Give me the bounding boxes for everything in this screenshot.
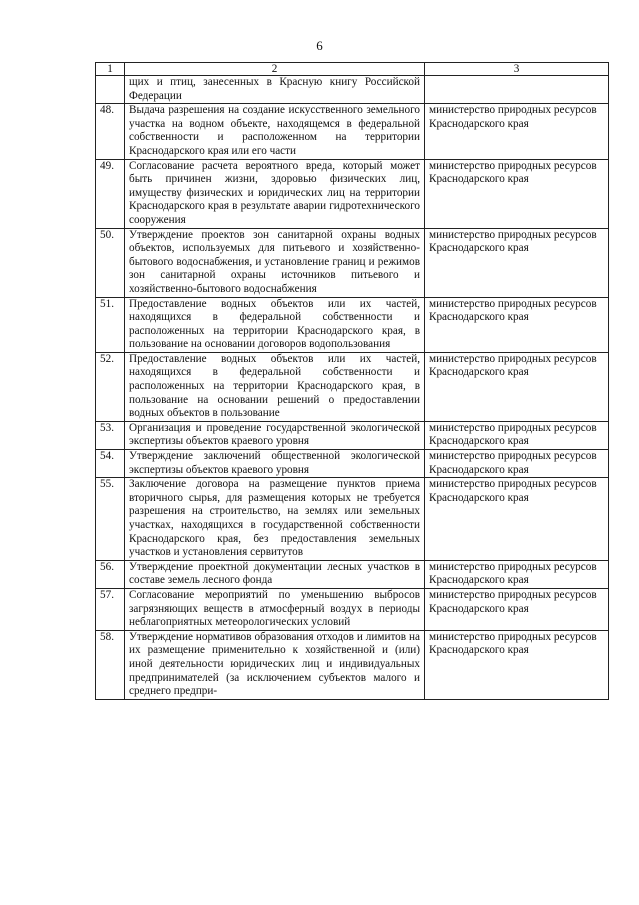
row-number: 58.	[96, 630, 125, 699]
row-number: 51.	[96, 297, 125, 352]
service-description: Организация и проведение государственной экологической экспертизы объектов краевого уровня	[125, 421, 425, 449]
table-row	[96, 159, 609, 228]
responsible-authority: министерство природных ресурсов Краснодарского края	[425, 297, 609, 352]
responsible-authority: министерство природных ресурсов Краснодарского края	[425, 560, 609, 588]
table-row	[96, 630, 609, 699]
table-row	[96, 76, 609, 104]
service-description: Предоставление водных объектов или их частей, находящихся в федеральной собственности и расположенных на территории Краснодарского края, в пользование на основании договоров водопользования	[125, 297, 425, 352]
row-number: 54.	[96, 450, 125, 478]
responsible-authority: министерство природных ресурсов Краснодарского края	[425, 478, 609, 561]
row-number: 50.	[96, 228, 125, 297]
service-description: Утверждение заключений общественной экологической экспертизы объектов краевого уровня	[125, 450, 425, 478]
table-row	[96, 478, 609, 561]
responsible-authority: министерство природных ресурсов Краснодарского края	[425, 588, 609, 630]
service-description: Утверждение проектов зон санитарной охраны водных объектов, используемых для питьевого и хозяйственно-бытового водоснабжения, и установление границ и режимов зон санитарной охраны источников питьевого и хозяйственно-бытового водоснабжения	[125, 228, 425, 297]
responsible-authority: министерство природных ресурсов Краснодарского края	[425, 450, 609, 478]
responsible-authority	[425, 76, 609, 104]
responsible-authority: министерство природных ресурсов Краснодарского края	[425, 104, 609, 159]
services-table	[95, 62, 609, 700]
table-row	[96, 297, 609, 352]
column-header-number: 1	[96, 63, 125, 76]
responsible-authority: министерство природных ресурсов Краснодарского края	[425, 630, 609, 699]
column-header-service: 2	[125, 63, 425, 76]
table-row	[96, 450, 609, 478]
column-header-authority: 3	[425, 63, 609, 76]
row-number: 53.	[96, 421, 125, 449]
service-description: Утверждение нормативов образования отходов и лимитов на их размещение применительно к хозяйственной и (или) иной деятельности юридических лиц и индивидуальных предпринимателей (за исключением субъектов малого и среднего предпри-	[125, 630, 425, 699]
responsible-authority: министерство природных ресурсов Краснодарского края	[425, 421, 609, 449]
table-row	[96, 588, 609, 630]
service-description: Утверждение проектной документации лесных участков в составе земель лесного фонда	[125, 560, 425, 588]
table-row	[96, 104, 609, 159]
table-row	[96, 228, 609, 297]
row-number: 56.	[96, 560, 125, 588]
responsible-authority: министерство природных ресурсов Краснодарского края	[425, 228, 609, 297]
row-number: 52.	[96, 352, 125, 421]
service-description: Согласование расчета вероятного вреда, который может быть причинен жизни, здоровью физических лиц, имуществу физических и юридических лиц на территории Краснодарского края в результате аварии гидротехнического сооружения	[125, 159, 425, 228]
row-number	[96, 76, 125, 104]
service-description: щих и птиц, занесенных в Красную книгу Российской Федерации	[125, 76, 425, 104]
responsible-authority: министерство природных ресурсов Краснодарского края	[425, 159, 609, 228]
service-description: Заключение договора на размещение пунктов приема вторичного сырья, для размещения которых не требуется разрешения на строительство, на землях или земельных участках, находящихся в государственной собственности Краснодарского края, без предоставления земельных участков и установления сервитутов	[125, 478, 425, 561]
page-number: 6	[316, 38, 323, 53]
row-number: 48.	[96, 104, 125, 159]
table-row	[96, 352, 609, 421]
row-number: 49.	[96, 159, 125, 228]
service-description: Предоставление водных объектов или их частей, находящихся в федеральной собственности и расположенных на территории Краснодарского края, в пользование на основании решений о предоставлении водных объектов в пользование	[125, 352, 425, 421]
table-row	[96, 560, 609, 588]
responsible-authority: министерство природных ресурсов Краснодарского края	[425, 352, 609, 421]
service-description: Согласование мероприятий по уменьшению выбросов загрязняющих веществ в атмосферный воздух в периоды неблагоприятных метеорологических условий	[125, 588, 425, 630]
row-number: 57.	[96, 588, 125, 630]
service-description: Выдача разрешения на создание искусственного земельного участка на водном объекте, находящемся в федеральной собственности и расположенном на территории Краснодарского края или его части	[125, 104, 425, 159]
table-row	[96, 421, 609, 449]
table-header-row	[96, 63, 609, 76]
row-number: 55.	[96, 478, 125, 561]
